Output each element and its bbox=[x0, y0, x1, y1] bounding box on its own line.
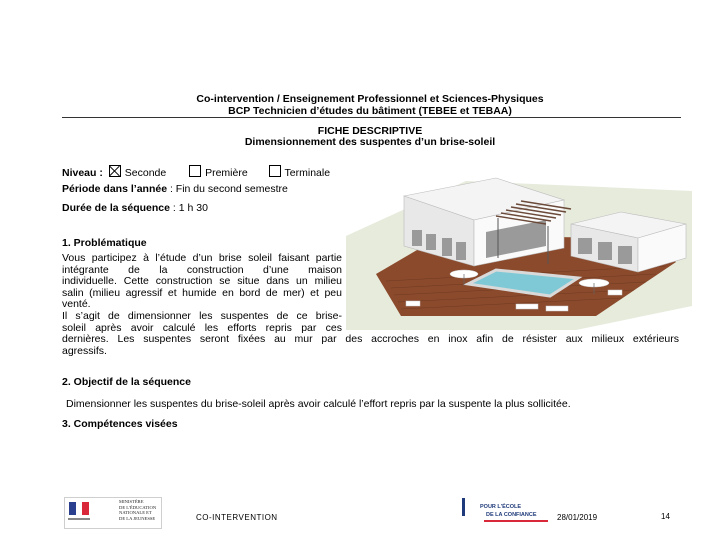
footer-center-label: CO-INTERVENTION bbox=[196, 513, 278, 522]
section-2-heading: 2. Objectif de la séquence bbox=[62, 376, 191, 388]
ministry-line: DE L'ÉDUCATION bbox=[119, 504, 157, 510]
logo-divider bbox=[68, 518, 90, 520]
paragraph-line: dernières. Les suspentes seront fixées au mur par des accroches en inox afin de résister aux milieux extérieurs bbox=[62, 333, 679, 345]
paragraph-line: soleil après avoir calculé les efforts repris par ces bbox=[62, 321, 342, 334]
house-illustration bbox=[346, 166, 692, 330]
paragraph-line: venté. bbox=[62, 298, 91, 311]
document-subtitle: Dimensionnement des suspentes d’un brise-soleil bbox=[244, 136, 496, 148]
header-divider bbox=[62, 117, 681, 118]
paragraph-line: salin (milieu agressif et humide en bord de mer) et peu bbox=[62, 286, 342, 299]
logo-bar bbox=[462, 498, 465, 516]
logo-line-1: POUR L'ÉCOLE bbox=[480, 504, 522, 510]
logo-underline bbox=[484, 520, 548, 522]
periode-label: Période dans l’année bbox=[62, 183, 168, 195]
logo-line-2: DE LA CONFIANCE bbox=[486, 512, 537, 518]
duree-label: Durée de la séquence bbox=[62, 202, 170, 214]
periode-value: : Fin du second semestre bbox=[167, 183, 288, 195]
niveau-row bbox=[62, 165, 330, 179]
ministry-line: MINISTÈRE bbox=[119, 499, 144, 504]
section-2-text: Dimensionner les suspentes du brise-soleil après avoir calculé l’effort repris par la suspente la plus sollicitée. bbox=[66, 398, 571, 410]
niveau-label: Niveau : bbox=[62, 167, 103, 179]
section-1-heading: 1. Problématique bbox=[62, 237, 147, 249]
option-premiere: Première bbox=[205, 167, 248, 179]
duree-value: : 1 h 30 bbox=[169, 202, 208, 214]
section-3-heading: 3. Compétences visées bbox=[62, 418, 178, 430]
ecole-confiance-logo bbox=[462, 497, 550, 523]
checkbox-seconde[interactable] bbox=[109, 165, 121, 177]
checkbox-terminale[interactable] bbox=[269, 165, 281, 177]
document-title: FICHE DESCRIPTIVE bbox=[317, 125, 423, 137]
section-1-paragraph-cont bbox=[62, 334, 679, 357]
ministry-line: NATIONALE ET bbox=[119, 510, 152, 516]
paragraph-line: agressifs. bbox=[62, 344, 107, 357]
page-number: 14 bbox=[661, 512, 670, 521]
paragraph-line: Vous participez à l’étude d’un brise soleil faisant partie bbox=[62, 252, 342, 264]
header-line-1: Co-intervention / Enseignement Professionnel et Sciences-Physiques bbox=[196, 93, 544, 105]
checkbox-premiere[interactable] bbox=[189, 165, 201, 177]
french-flag-icon bbox=[69, 502, 89, 515]
header-line-2: BCP Technicien d’études du bâtiment (TEBEE et TEBAA) bbox=[228, 105, 512, 117]
paragraph-line: Il s’agit de dimensionner les suspentes de ce brise- bbox=[62, 309, 342, 322]
paragraph-line: intégrante de la construction d’une maison bbox=[62, 263, 342, 276]
footer-date: 28/01/2019 bbox=[557, 513, 598, 522]
paragraph-line: individuelle. Cette construction se situe dans un milieu bbox=[62, 275, 342, 288]
option-terminale: Terminale bbox=[284, 167, 331, 179]
ministry-text bbox=[119, 499, 156, 521]
section-1-paragraph bbox=[62, 253, 342, 334]
duree-row bbox=[62, 202, 208, 214]
option-seconde: Seconde bbox=[124, 167, 167, 179]
ministry-line: DE LA JEUNESSE bbox=[119, 515, 156, 521]
periode-row bbox=[62, 183, 288, 195]
ministry-logo bbox=[64, 497, 162, 529]
